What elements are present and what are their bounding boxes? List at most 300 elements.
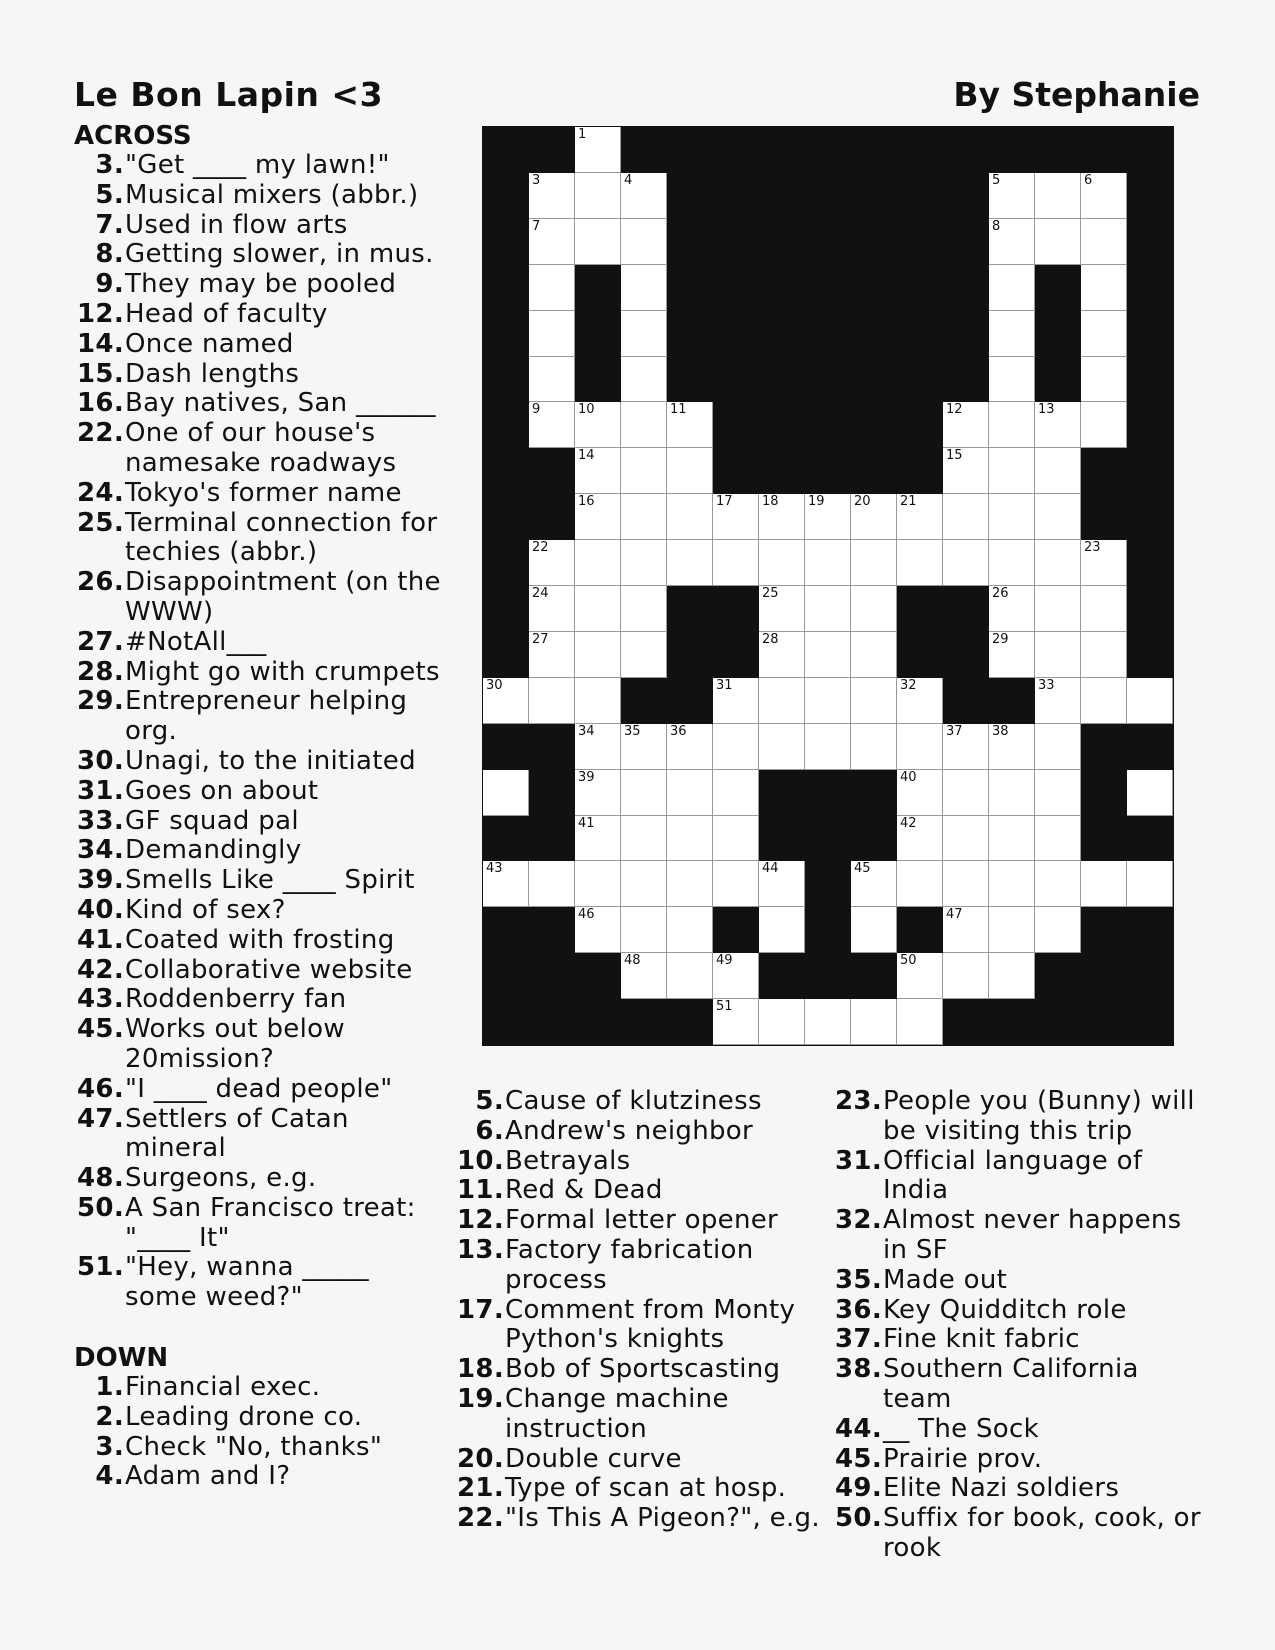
clue-text: "Hey, wanna _____ some weed?" xyxy=(125,1252,369,1313)
grid-cell-white[interactable] xyxy=(667,953,713,999)
down-clue xyxy=(454,1236,824,1296)
across-clue xyxy=(74,1194,444,1254)
down-clue xyxy=(832,1206,1202,1266)
grid-cell-white[interactable] xyxy=(989,724,1035,770)
grid-cell-black xyxy=(621,999,667,1045)
clue-text: Might go with crumpets xyxy=(125,656,440,687)
grid-cell-white[interactable] xyxy=(759,724,805,770)
grid-cell-white[interactable] xyxy=(529,678,575,724)
grid-cell-black xyxy=(759,311,805,357)
grid-cell-white[interactable] xyxy=(1035,402,1081,448)
down-clue xyxy=(832,1445,1202,1475)
across-clue xyxy=(74,509,444,569)
down-clue xyxy=(454,1445,824,1475)
grid-cell-white[interactable] xyxy=(1081,402,1127,448)
grid-cell-white[interactable] xyxy=(483,678,529,724)
grid-cell-black xyxy=(759,953,805,999)
grid-cell-black xyxy=(805,357,851,403)
cell-number: 23 xyxy=(1084,540,1101,556)
grid-cell-white[interactable] xyxy=(943,953,989,999)
grid-cell-white[interactable] xyxy=(805,494,851,540)
cell-number: 20 xyxy=(854,494,871,510)
grid-cell-white[interactable] xyxy=(529,311,575,357)
across-clue xyxy=(74,211,444,241)
grid-cell-white[interactable] xyxy=(713,953,759,999)
clue-text: Red & Dead xyxy=(505,1175,663,1206)
grid-cell-black xyxy=(483,127,529,173)
down-clue xyxy=(454,1355,824,1385)
grid-cell-white[interactable] xyxy=(897,540,943,586)
grid-cell-white[interactable] xyxy=(621,586,667,632)
clue-text: Change machine instruction xyxy=(505,1383,729,1444)
clue-number: 23. xyxy=(835,1086,882,1116)
grid-cell-white[interactable] xyxy=(1035,540,1081,586)
grid-cell-white[interactable] xyxy=(621,265,667,311)
grid-cell-white[interactable] xyxy=(1081,173,1127,219)
grid-cell-white[interactable] xyxy=(621,953,667,999)
grid-cell-black xyxy=(667,586,713,632)
cell-number: 49 xyxy=(716,953,733,969)
grid-cell-white[interactable] xyxy=(1035,907,1081,953)
clue-text: Double curve xyxy=(505,1443,682,1474)
grid-cell-white[interactable] xyxy=(851,724,897,770)
clue-text: Used in flow arts xyxy=(125,209,348,240)
clue-number: 8. xyxy=(95,239,124,270)
clue-number: 43. xyxy=(77,984,124,1015)
grid-cell-white[interactable] xyxy=(621,311,667,357)
grid-cell-black xyxy=(1127,265,1173,311)
clue-text: Head of faculty xyxy=(125,298,328,329)
clue-text: Financial exec. xyxy=(125,1372,321,1403)
cell-number: 51 xyxy=(716,999,733,1015)
grid-cell-white[interactable] xyxy=(1127,861,1173,907)
grid-cell-white[interactable] xyxy=(989,448,1035,494)
grid-cell-black xyxy=(759,448,805,494)
grid-cell-white[interactable] xyxy=(1035,861,1081,907)
grid-cell-white[interactable] xyxy=(529,540,575,586)
down-clue-list-part-1 xyxy=(74,1373,444,1492)
grid-cell-white[interactable] xyxy=(1081,219,1127,265)
grid-cell-white[interactable] xyxy=(1035,494,1081,540)
clue-text: Key Quidditch role xyxy=(883,1294,1127,1325)
grid-cell-black xyxy=(805,907,851,953)
grid-cell-white[interactable] xyxy=(1127,678,1173,724)
cell-number: 17 xyxy=(716,494,733,510)
grid-cell-white[interactable] xyxy=(621,494,667,540)
grid-cell-black xyxy=(943,311,989,357)
grid-cell-white[interactable] xyxy=(943,907,989,953)
grid-cell-white[interactable] xyxy=(575,402,621,448)
grid-cell-black xyxy=(1035,953,1081,999)
grid-cell-white[interactable] xyxy=(621,861,667,907)
grid-cell-black xyxy=(805,816,851,862)
grid-cell-black xyxy=(529,953,575,999)
clue-number: 42. xyxy=(77,954,124,985)
grid-cell-white[interactable] xyxy=(713,816,759,862)
grid-cell-white[interactable] xyxy=(805,678,851,724)
grid-cell-white[interactable] xyxy=(575,127,621,173)
crossword-grid xyxy=(482,126,1174,1046)
clue-text: Works out below 20mission? xyxy=(125,1014,345,1074)
clue-number: 45. xyxy=(77,1014,124,1045)
grid-cell-black xyxy=(575,265,621,311)
grid-cell-white[interactable] xyxy=(621,816,667,862)
across-clue xyxy=(74,240,444,270)
grid-cell-white[interactable] xyxy=(713,678,759,724)
grid-cell-black xyxy=(529,907,575,953)
grid-cell-white[interactable] xyxy=(713,999,759,1045)
grid-cell-white[interactable] xyxy=(805,540,851,586)
grid-cell-black xyxy=(897,219,943,265)
grid-cell-white[interactable] xyxy=(989,907,1035,953)
grid-cell-white[interactable] xyxy=(989,540,1035,586)
clue-text: Coated with frosting xyxy=(125,924,395,955)
grid-cell-white[interactable] xyxy=(897,678,943,724)
grid-cell-black xyxy=(713,586,759,632)
grid-cell-black xyxy=(483,816,529,862)
grid-cell-white[interactable] xyxy=(713,861,759,907)
clue-text: #NotAll___ xyxy=(125,626,267,657)
clue-number: 30. xyxy=(77,745,124,776)
grid-cell-white[interactable] xyxy=(897,724,943,770)
grid-cell-black xyxy=(851,219,897,265)
down-clue xyxy=(454,1117,824,1147)
grid-cell-white[interactable] xyxy=(667,861,713,907)
grid-cell-black xyxy=(851,953,897,999)
grid-cell-white[interactable] xyxy=(851,907,897,953)
grid-cell-black xyxy=(1127,632,1173,678)
cell-number: 7 xyxy=(532,218,541,234)
clue-text: "I ____ dead people" xyxy=(125,1073,393,1104)
clue-number: 3. xyxy=(95,1431,124,1462)
grid-cell-white[interactable] xyxy=(759,586,805,632)
clue-text: Bay natives, San ______ xyxy=(125,388,436,419)
grid-cell-white[interactable] xyxy=(1127,770,1173,816)
clue-number: 3. xyxy=(95,150,124,180)
grid-cell-white[interactable] xyxy=(575,724,621,770)
grid-cell-white[interactable] xyxy=(989,632,1035,678)
grid-cell-white[interactable] xyxy=(529,265,575,311)
clue-text: Tokyo's former name xyxy=(125,477,402,508)
clue-text: Dash lengths xyxy=(125,358,300,389)
cell-number: 24 xyxy=(532,586,549,601)
grid-cell-white[interactable] xyxy=(713,540,759,586)
cell-number: 39 xyxy=(578,769,595,785)
cell-number: 14 xyxy=(578,448,595,464)
across-clue xyxy=(74,568,444,628)
grid-cell-white[interactable] xyxy=(943,861,989,907)
grid-cell-black xyxy=(483,632,529,678)
puzzle-title: Le Bon Lapin <3 xyxy=(74,75,384,114)
cell-number: 13 xyxy=(1038,402,1055,418)
grid-cell-white[interactable] xyxy=(529,173,575,219)
cell-number: 8 xyxy=(992,218,1001,234)
grid-cell-white[interactable] xyxy=(621,219,667,265)
grid-cell-white[interactable] xyxy=(759,632,805,678)
grid-cell-white[interactable] xyxy=(805,999,851,1045)
grid-cell-white[interactable] xyxy=(621,402,667,448)
grid-cell-black xyxy=(713,219,759,265)
grid-cell-white[interactable] xyxy=(851,586,897,632)
grid-cell-white[interactable] xyxy=(575,173,621,219)
grid-cell-white[interactable] xyxy=(943,724,989,770)
grid-cell-black xyxy=(483,219,529,265)
grid-cell-white[interactable] xyxy=(1081,861,1127,907)
grid-cell-white[interactable] xyxy=(621,770,667,816)
grid-cell-white[interactable] xyxy=(989,861,1035,907)
grid-cell-white[interactable] xyxy=(529,586,575,632)
clue-text: Bob of Sportscasting xyxy=(505,1354,781,1385)
cell-number: 22 xyxy=(532,540,549,556)
grid-cell-white[interactable] xyxy=(1035,678,1081,724)
grid-cell-white[interactable] xyxy=(529,219,575,265)
grid-cell-white[interactable] xyxy=(851,999,897,1045)
grid-cell-white[interactable] xyxy=(1035,173,1081,219)
grid-cell-black xyxy=(1035,311,1081,357)
grid-cell-white[interactable] xyxy=(575,219,621,265)
clues-column-middle xyxy=(454,1087,824,1534)
grid-cell-white[interactable] xyxy=(529,357,575,403)
grid-cell-white[interactable] xyxy=(943,770,989,816)
grid-cell-white[interactable] xyxy=(713,494,759,540)
grid-cell-white[interactable] xyxy=(621,173,667,219)
grid-cell-white[interactable] xyxy=(667,724,713,770)
grid-cell-white[interactable] xyxy=(989,586,1035,632)
clue-number: 13. xyxy=(457,1234,504,1265)
cell-number: 35 xyxy=(624,723,641,739)
grid-cell-white[interactable] xyxy=(1081,586,1127,632)
grid-cell-white[interactable] xyxy=(529,861,575,907)
down-clue xyxy=(832,1355,1202,1415)
grid-cell-white[interactable] xyxy=(1035,632,1081,678)
grid-cell-white[interactable] xyxy=(575,907,621,953)
grid-cell-white[interactable] xyxy=(805,632,851,678)
grid-cell-white[interactable] xyxy=(805,586,851,632)
grid-cell-white[interactable] xyxy=(621,724,667,770)
grid-cell-black xyxy=(805,265,851,311)
grid-cell-black xyxy=(1127,127,1173,173)
grid-cell-white[interactable] xyxy=(759,494,805,540)
grid-cell-white[interactable] xyxy=(897,816,943,862)
clue-text: Factory fabrication process xyxy=(505,1234,754,1295)
grid-cell-white[interactable] xyxy=(989,816,1035,862)
grid-cell-black xyxy=(483,953,529,999)
grid-cell-black xyxy=(483,265,529,311)
grid-cell-black xyxy=(851,816,897,862)
grid-cell-white[interactable] xyxy=(759,540,805,586)
grid-cell-black xyxy=(759,173,805,219)
grid-cell-black xyxy=(897,632,943,678)
grid-cell-white[interactable] xyxy=(989,173,1035,219)
grid-cell-black xyxy=(529,494,575,540)
grid-cell-white[interactable] xyxy=(1035,816,1081,862)
cell-number: 2 xyxy=(1038,127,1047,142)
across-clue xyxy=(74,1015,444,1075)
grid-cell-white[interactable] xyxy=(621,540,667,586)
clue-number: 31. xyxy=(835,1145,882,1176)
grid-cell-white[interactable] xyxy=(575,448,621,494)
grid-cell-white[interactable] xyxy=(897,494,943,540)
clue-text: Disappointment (on the WWW) xyxy=(125,567,441,627)
grid-cell-white[interactable] xyxy=(759,999,805,1045)
across-clue xyxy=(74,389,444,419)
grid-cell-white[interactable] xyxy=(713,770,759,816)
grid-cell-white[interactable] xyxy=(575,861,621,907)
grid-cell-white[interactable] xyxy=(943,816,989,862)
grid-cell-white[interactable] xyxy=(575,586,621,632)
clue-number: 40. xyxy=(77,894,124,925)
grid-cell-white[interactable] xyxy=(989,357,1035,403)
grid-cell-white[interactable] xyxy=(1081,678,1127,724)
across-clue xyxy=(74,926,444,956)
grid-cell-white[interactable] xyxy=(1035,770,1081,816)
grid-cell-white[interactable] xyxy=(897,861,943,907)
grid-cell-white[interactable] xyxy=(1081,357,1127,403)
grid-cell-white[interactable] xyxy=(1081,265,1127,311)
clue-text: Andrew's neighbor xyxy=(505,1115,753,1146)
grid-cell-white[interactable] xyxy=(575,494,621,540)
grid-cell-white[interactable] xyxy=(667,494,713,540)
grid-cell-white[interactable] xyxy=(989,402,1035,448)
cell-number: 38 xyxy=(992,723,1009,739)
grid-cell-white[interactable] xyxy=(1081,311,1127,357)
clue-text: Leading drone co. xyxy=(125,1401,363,1432)
clue-text: Type of scan at hosp. xyxy=(505,1473,787,1504)
grid-cell-black xyxy=(713,448,759,494)
clue-text: Prairie prov. xyxy=(883,1443,1043,1474)
cell-number: 25 xyxy=(762,586,779,601)
grid-cell-white[interactable] xyxy=(943,494,989,540)
grid-cell-white[interactable] xyxy=(667,402,713,448)
clue-text: Surgeons, e.g. xyxy=(125,1163,317,1194)
grid-cell-white[interactable] xyxy=(851,494,897,540)
grid-cell-white[interactable] xyxy=(897,999,943,1045)
clue-number: 20. xyxy=(457,1443,504,1474)
cell-number: 1 xyxy=(578,127,587,142)
grid-cell-white[interactable] xyxy=(483,770,529,816)
grid-cell-white[interactable] xyxy=(989,494,1035,540)
grid-cell-white[interactable] xyxy=(989,311,1035,357)
grid-cell-black xyxy=(713,127,759,173)
grid-cell-white[interactable] xyxy=(621,907,667,953)
clue-number: 36. xyxy=(835,1294,882,1325)
grid-cell-white[interactable] xyxy=(805,724,851,770)
clue-number: 10. xyxy=(457,1145,504,1176)
grid-cell-white[interactable] xyxy=(943,402,989,448)
grid-cell-black xyxy=(1127,173,1173,219)
grid-cell-white[interactable] xyxy=(759,861,805,907)
across-clue xyxy=(74,330,444,360)
grid-cell-white[interactable] xyxy=(851,678,897,724)
grid-cell-white[interactable] xyxy=(529,632,575,678)
down-clue xyxy=(832,1266,1202,1296)
grid-cell-white[interactable] xyxy=(575,540,621,586)
grid-cell-white[interactable] xyxy=(575,678,621,724)
cell-number: 50 xyxy=(900,953,917,969)
cell-number: 19 xyxy=(808,494,825,510)
grid-cell-black xyxy=(1035,999,1081,1045)
cell-number: 29 xyxy=(992,631,1009,647)
grid-cell-white[interactable] xyxy=(851,540,897,586)
clue-number: 48. xyxy=(77,1163,124,1194)
clue-text: One of our house's namesake roadways xyxy=(125,418,397,478)
grid-cell-white[interactable] xyxy=(759,907,805,953)
grid-cell-white[interactable] xyxy=(1035,448,1081,494)
grid-cell-white[interactable] xyxy=(575,770,621,816)
grid-cell-black xyxy=(897,448,943,494)
across-clue xyxy=(74,687,444,747)
grid-cell-white[interactable] xyxy=(667,770,713,816)
down-clue xyxy=(832,1147,1202,1207)
grid-cell-white[interactable] xyxy=(989,265,1035,311)
down-clue xyxy=(832,1087,1202,1147)
across-clue xyxy=(74,866,444,896)
down-clue xyxy=(74,1373,444,1403)
grid-cell-white[interactable] xyxy=(989,953,1035,999)
clue-number: 2. xyxy=(95,1401,124,1432)
grid-cell-white[interactable] xyxy=(989,219,1035,265)
grid-cell-black xyxy=(805,311,851,357)
grid-cell-white[interactable] xyxy=(621,357,667,403)
across-clue-list xyxy=(74,151,444,1313)
grid-cell-white[interactable] xyxy=(1035,586,1081,632)
cell-number: 30 xyxy=(486,677,503,693)
grid-cell-white[interactable] xyxy=(713,724,759,770)
grid-cell-black xyxy=(897,907,943,953)
grid-cell-white[interactable] xyxy=(667,816,713,862)
grid-cell-white[interactable] xyxy=(483,861,529,907)
grid-cell-white[interactable] xyxy=(989,770,1035,816)
grid-cell-white[interactable] xyxy=(667,907,713,953)
grid-cell-black xyxy=(529,448,575,494)
grid-cell-white[interactable] xyxy=(897,953,943,999)
grid-cell-white[interactable] xyxy=(529,402,575,448)
grid-cell-white[interactable] xyxy=(621,632,667,678)
grid-cell-white[interactable] xyxy=(897,770,943,816)
grid-cell-white[interactable] xyxy=(943,448,989,494)
clues-column-left xyxy=(74,121,444,1492)
clue-text: Comment from Monty Python's knights xyxy=(505,1294,796,1355)
grid-cell-white[interactable] xyxy=(575,632,621,678)
grid-cell-black xyxy=(713,402,759,448)
grid-cell-white[interactable] xyxy=(621,448,667,494)
grid-cell-black xyxy=(713,173,759,219)
grid-cell-white[interactable] xyxy=(851,632,897,678)
grid-cell-black xyxy=(1127,402,1173,448)
down-heading: DOWN xyxy=(74,1343,169,1374)
grid-cell-white[interactable] xyxy=(1035,219,1081,265)
grid-cell-white[interactable] xyxy=(667,540,713,586)
grid-cell-white[interactable] xyxy=(1081,632,1127,678)
grid-cell-white[interactable] xyxy=(575,816,621,862)
grid-cell-black xyxy=(667,127,713,173)
clue-number: 32. xyxy=(835,1205,882,1236)
clue-text: Adam and I? xyxy=(125,1461,291,1492)
clue-number: 7. xyxy=(95,209,124,240)
grid-cell-white[interactable] xyxy=(759,678,805,724)
across-clue xyxy=(74,479,444,509)
grid-cell-white[interactable] xyxy=(667,448,713,494)
grid-cell-white[interactable] xyxy=(851,861,897,907)
cell-number: 41 xyxy=(578,815,595,831)
cell-number: 3 xyxy=(532,172,541,188)
grid-cell-black xyxy=(805,173,851,219)
grid-cell-white[interactable] xyxy=(943,540,989,586)
grid-cell-white[interactable] xyxy=(1035,724,1081,770)
grid-cell-black xyxy=(621,678,667,724)
grid-cell-white[interactable] xyxy=(1081,540,1127,586)
clue-text: __ The Sock xyxy=(883,1413,1039,1444)
